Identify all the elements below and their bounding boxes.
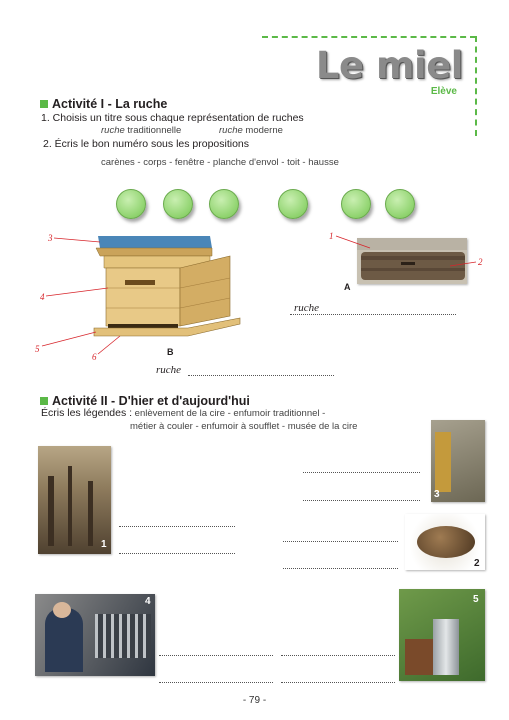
answer-circle[interactable] [163, 189, 193, 219]
traditional-hive-callout-lines [330, 228, 490, 278]
option-traditional [101, 125, 181, 136]
legend-answer-line[interactable] [303, 500, 420, 501]
legend-answer-line[interactable] [281, 682, 395, 683]
legend-answer-line[interactable] [159, 682, 273, 683]
photo-number: 4 [145, 596, 151, 607]
photo-bellows-smoker [399, 589, 485, 681]
photo-number: 5 [473, 594, 479, 605]
photo-traditional-smoker [405, 514, 485, 570]
page-subtitle: Elève [430, 86, 457, 97]
modern-hive-caption: ruche [156, 364, 182, 376]
photo-number: 3 [434, 489, 440, 500]
callout-6: 6 [92, 352, 97, 362]
word-list: carènes - corps - fenêtre - planche d'envol - toit - hausse [101, 157, 339, 168]
callout-2: 2 [478, 257, 483, 267]
activity1-heading-text: Activité I - La ruche [52, 97, 168, 111]
photo-number: 1 [101, 539, 107, 550]
answer-circle[interactable] [341, 189, 371, 219]
photo-number: 2 [474, 558, 480, 569]
traditional-hive-answer-line[interactable] [290, 314, 456, 315]
option-modern-word: ruche [219, 125, 243, 136]
traditional-hive-caption: ruche [294, 302, 320, 314]
option-modern [219, 125, 283, 136]
photo-casting-loom [35, 594, 155, 676]
modern-hive-letter: B [167, 347, 174, 357]
activity2-prompt-label: Écris les légendes : [41, 407, 133, 419]
legend-answer-line[interactable] [119, 553, 235, 554]
traditional-hive-letter: A [344, 282, 351, 292]
activity2-heading-text: Activité II - D'hier et d'aujourd'hui [52, 394, 250, 408]
callout-4: 4 [40, 292, 45, 302]
legend-answer-line[interactable] [119, 526, 235, 527]
title-frame-top [262, 36, 476, 38]
activity1-instruction2: 2. Écris le bon numéro sous les propositions [43, 138, 250, 150]
bullet-square-icon [40, 397, 48, 405]
title-frame-right [475, 36, 477, 136]
callout-1: 1 [329, 231, 334, 241]
answer-circle[interactable] [209, 189, 239, 219]
activity2-heading [40, 394, 250, 408]
bullet-square-icon [40, 100, 48, 108]
activity1-heading [40, 97, 167, 111]
answer-circle[interactable] [385, 189, 415, 219]
activity2-prompt [41, 407, 325, 419]
legend-answer-line[interactable] [283, 568, 398, 569]
legends-line2: métier à couler - enfumoir à soufflet - musée de la cire [130, 421, 358, 432]
legend-answer-line[interactable] [281, 655, 395, 656]
callout-5: 5 [35, 344, 40, 354]
legend-answer-line[interactable] [159, 655, 273, 656]
legend-answer-line[interactable] [303, 472, 420, 473]
photo-wax-museum [38, 446, 111, 554]
callout-3: 3 [48, 233, 53, 243]
option-traditional-rest: traditionnelle [124, 125, 182, 136]
page-title: Le miel [315, 44, 463, 87]
answer-circle[interactable] [116, 189, 146, 219]
page-number: - 79 - [242, 695, 267, 706]
option-traditional-word: ruche [101, 125, 125, 136]
modern-hive-illustration [30, 226, 250, 366]
photo-wax-removal [431, 420, 485, 502]
legend-answer-line[interactable] [283, 541, 398, 542]
modern-hive-answer-line[interactable] [188, 375, 334, 376]
legends-line1: enlèvement de la cire - enfumoir traditionnel - [132, 408, 326, 419]
answer-circle[interactable] [278, 189, 308, 219]
activity1-instruction1: 1. Choisis un titre sous chaque représentation de ruches [41, 112, 304, 124]
option-modern-rest: moderne [242, 125, 283, 136]
